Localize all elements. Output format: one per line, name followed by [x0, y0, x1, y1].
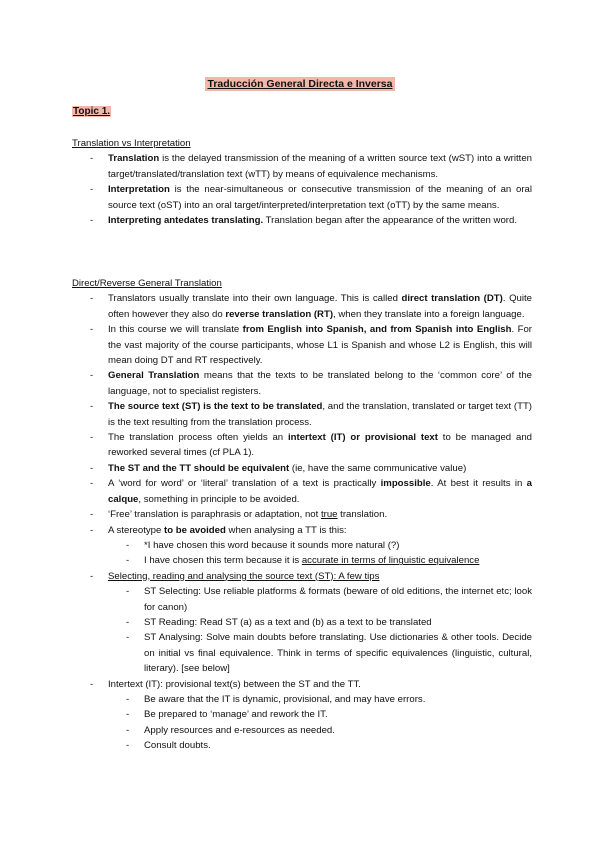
bold-term: intertext (IT) or provisional text	[287, 432, 438, 444]
item-text: , and the translation, translated or target text (TT) is the text resulting from the translation process.	[108, 401, 532, 428]
section1-heading: Translation vs Interpretation	[72, 138, 191, 149]
sublist-item	[108, 723, 532, 738]
bold-term: General Translation	[108, 370, 200, 382]
bold-term: a calque	[108, 478, 532, 505]
list-item	[72, 213, 532, 228]
underlined-word: true	[320, 509, 338, 521]
list-item	[72, 291, 532, 322]
item-text: I have chosen this term because it is	[144, 555, 302, 567]
item-text: means that the texts to be translated belong to the ‘common core’ of the language, not to specialist registers.	[108, 370, 533, 397]
section2-heading: Direct/Reverse General Translation	[72, 278, 222, 289]
list-item	[72, 322, 532, 368]
item-text: In this course we will translate	[108, 324, 243, 336]
list-item	[72, 569, 532, 677]
item-text: A stereotype	[108, 524, 164, 536]
item-text: is the near-simultaneous or consecutive transmission of the meaning of an oral source text (oST) into an oral target/interpreted/interpretation text (oTT) by the same means.	[108, 184, 532, 211]
item-text: . At best it results in	[430, 478, 527, 490]
bold-term: Interpreting antedates translating.	[108, 215, 264, 227]
item-text: Translators usually translate into their own language. This is called	[108, 293, 402, 305]
bold-term: from English into Spanish, and from Spanish into English	[242, 324, 512, 336]
list-item	[72, 151, 532, 182]
sublist	[108, 692, 532, 754]
list-item	[72, 461, 532, 476]
list-item	[72, 677, 532, 754]
item-text: translation.	[337, 509, 388, 521]
sublist	[108, 538, 532, 569]
list-item	[72, 399, 532, 430]
bold-term: Translation	[108, 153, 160, 165]
list-item	[72, 523, 532, 569]
sublist-item	[108, 738, 532, 753]
document-title: Traducción General Directa e Inversa	[207, 78, 393, 90]
section-translation-vs-interpretation	[72, 136, 532, 228]
sublist-item	[108, 584, 532, 615]
sublist-item	[108, 692, 532, 707]
list-item	[72, 368, 532, 399]
item-text: *I have chosen this word because it sounds more natural (?)	[144, 539, 400, 551]
item-text: Translation began after the appearance of the written word.	[263, 215, 517, 227]
bold-term: direct translation (DT)	[401, 293, 503, 305]
item-text: A ‘word for word’ or ‘literal’ translation of a text is practically	[108, 478, 381, 490]
bold-term: The source text (ST) is the text to be translated	[108, 401, 323, 413]
item-text: when analysing a TT is this:	[225, 524, 347, 536]
list-item	[72, 182, 532, 213]
bold-term: The ST and the TT should be equivalent	[108, 462, 290, 474]
sublist	[108, 584, 532, 676]
list-item	[72, 476, 532, 507]
item-text: ST Selecting: Use reliable platforms & formats (beware of old editions, the internet etc; look for canon)	[144, 586, 532, 613]
item-text: is the delayed transmission of the meaning of a written source text (wST) into a written target/translated/translation text (wTT) by means of equivalence mechanisms.	[108, 153, 532, 180]
item-text: Consult doubts.	[144, 740, 211, 752]
sublist-item	[108, 538, 532, 553]
underlined-phrase: accurate in terms of linguistic equivalence	[301, 555, 480, 567]
underlined-heading: Selecting, reading and analysing the source text (ST): A few tips	[108, 570, 380, 582]
item-text: The translation process often yields an	[108, 432, 288, 444]
item-text: . For the vast majority of the course participants, whose L1 is Spanish and whose L2 is English, this will mean doing DT and RT respectively.	[108, 324, 532, 367]
item-text: Intertext (IT): provisional text(s) between the ST and the TT.	[108, 678, 361, 690]
item-text: Apply resources and e-resources as needed.	[144, 724, 335, 736]
sublist-item	[108, 707, 532, 722]
item-text: , when they translate into a foreign language.	[333, 308, 525, 320]
item-text: . Quite often however they also do	[108, 293, 533, 320]
item-text: ST Reading: Read ST (a) as a text and (b) as a text to be translated	[144, 616, 432, 628]
item-text: Be aware that the IT is dynamic, provisional, and may have errors.	[144, 693, 426, 705]
item-text: Be prepared to ‘manage’ and rework the IT.	[144, 709, 328, 721]
sublist-item	[108, 615, 532, 630]
list-item	[72, 507, 532, 522]
section-direct-reverse	[72, 276, 532, 754]
item-text: ST Analysing: Solve main doubts before translating. Use dictionaries & other tools. Decide on initial vs final equivalence. Think in terms of specific equivalences (linguistic, cultural, literary). [see below]	[144, 632, 532, 675]
item-text: (ie, have the same communicative value)	[289, 462, 467, 474]
item-text: ‘Free’ translation is paraphrasis or adaptation, not	[108, 509, 321, 521]
section1-list	[72, 151, 532, 228]
title-wrap	[0, 74, 600, 92]
list-item	[72, 430, 532, 461]
section2-list	[72, 291, 532, 753]
sublist-item	[108, 553, 532, 568]
bold-term: reverse translation (RT)	[225, 308, 334, 320]
item-text: , something in principle to be avoided.	[138, 493, 300, 505]
bold-term: impossible	[380, 478, 431, 490]
sublist-item	[108, 630, 532, 676]
topic-heading: Topic 1.	[73, 106, 111, 117]
item-text: to be managed and reworked several times (cf PLA 1).	[108, 432, 532, 459]
bold-term: to be avoided	[164, 524, 226, 536]
bold-term: Interpretation	[108, 184, 170, 196]
